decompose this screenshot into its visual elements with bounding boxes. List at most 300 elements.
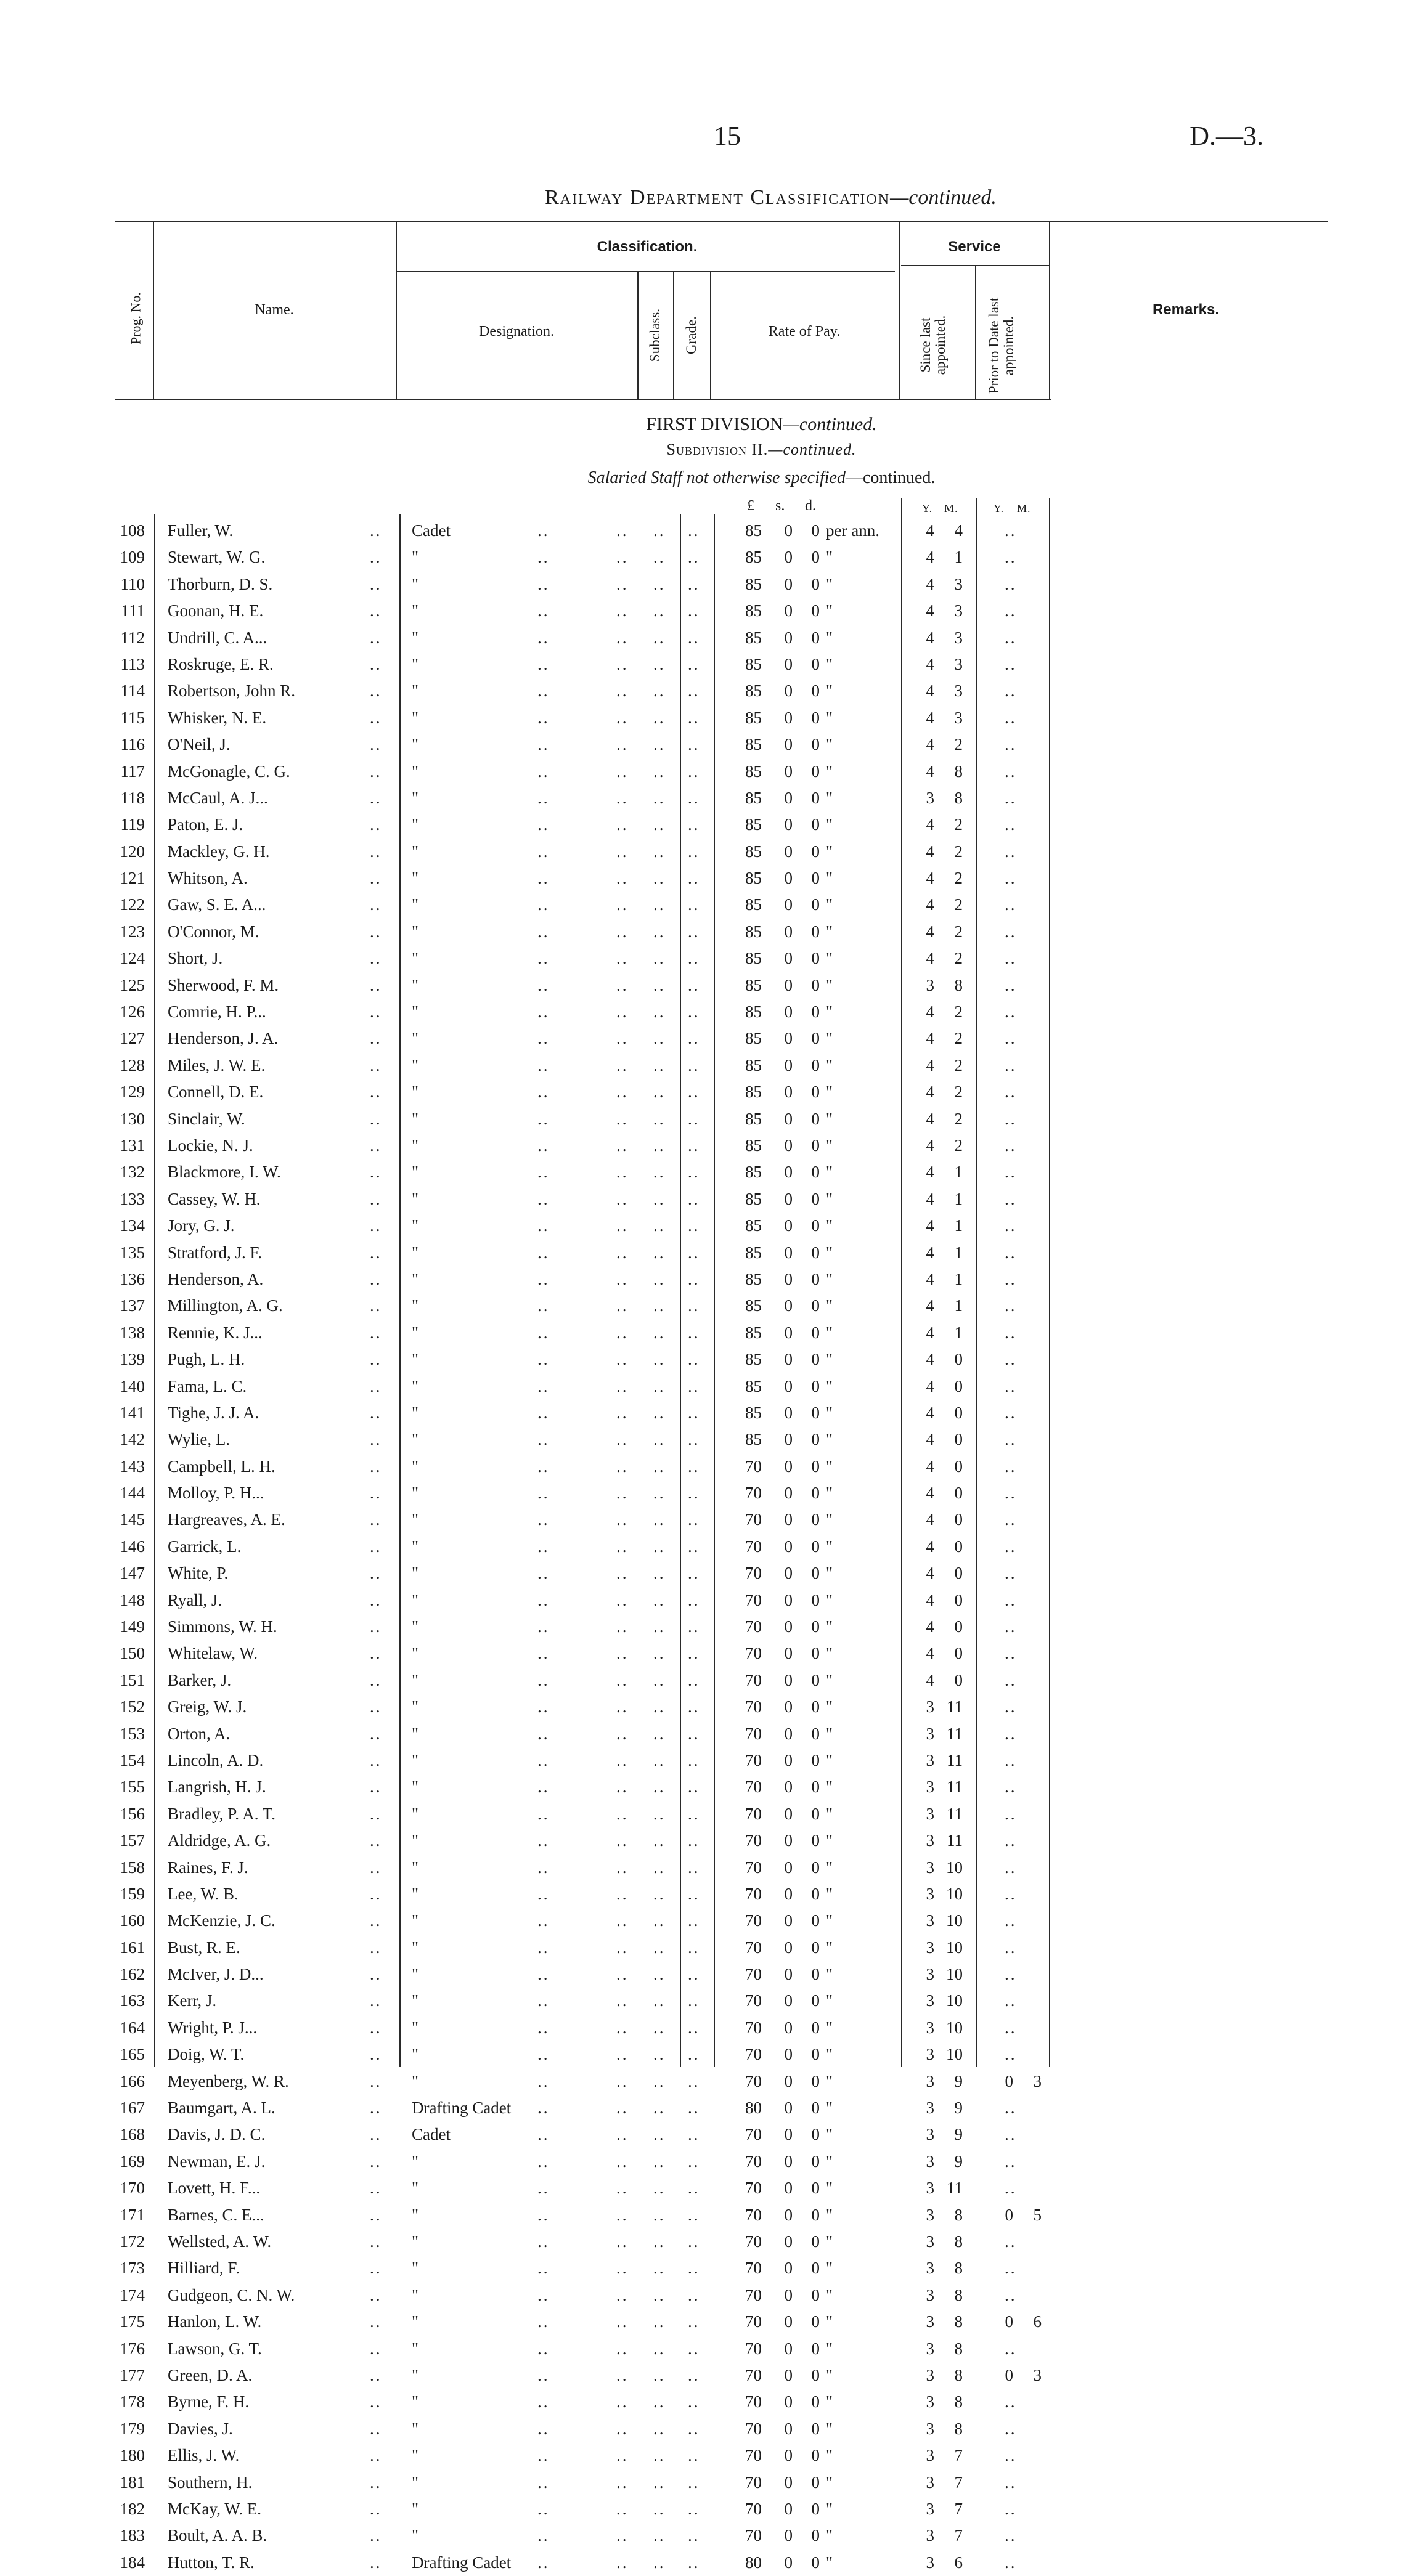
leader-dots: .. — [616, 1457, 629, 1476]
division-title-suffix: —continued. — [783, 414, 877, 434]
leader-dots: .. — [653, 762, 666, 781]
leader-dots: .. — [653, 2339, 666, 2358]
leader-dots: .. — [1005, 1590, 1017, 1609]
name-cell: Millington, A. G. — [168, 1296, 283, 1315]
since-months-cell: 10 — [946, 1884, 963, 1903]
leader-dots: .. — [537, 762, 550, 781]
since-years-cell: 4 — [926, 1189, 934, 1208]
leader-dots: .. — [653, 1484, 666, 1503]
name-cell: Whitelaw, W. — [168, 1644, 258, 1663]
table-row — [0, 2389, 1412, 2415]
leader-dots: .. — [1005, 1109, 1017, 1128]
prog-no-cell: 161 — [120, 1938, 145, 1957]
leader-dots: .. — [616, 1564, 629, 1583]
leader-dots: .. — [537, 628, 550, 647]
leader-dots: .. — [370, 1644, 382, 1663]
since-months-cell: 2 — [954, 815, 963, 834]
leader-dots: .. — [1005, 1724, 1017, 1743]
shillings-cell: 0 — [784, 1564, 793, 1583]
pence-cell: 0 — [811, 1831, 820, 1850]
leader-dots: .. — [688, 1724, 700, 1743]
pounds-cell: 85 — [745, 1136, 762, 1155]
designation-cell: " — [412, 2472, 419, 2492]
leader-dots: .. — [1005, 2125, 1017, 2144]
leader-dots: .. — [688, 895, 700, 914]
prog-no-cell: 184 — [120, 2553, 145, 2572]
per-cell: " — [826, 574, 833, 593]
pounds-cell: 85 — [745, 1109, 762, 1128]
leader-dots: .. — [1005, 1350, 1017, 1369]
designation-cell: " — [412, 2312, 419, 2331]
leader-dots: .. — [616, 1403, 629, 1422]
pence-cell: 0 — [811, 1590, 820, 1609]
leader-dots: .. — [537, 975, 550, 994]
leader-dots: .. — [653, 2446, 666, 2465]
leader-dots: .. — [616, 895, 629, 914]
leader-dots: .. — [688, 548, 700, 567]
pounds-cell: 85 — [745, 1350, 762, 1369]
designation-cell: " — [412, 1430, 419, 1449]
leader-dots: .. — [688, 1911, 700, 1930]
leader-dots: .. — [653, 895, 666, 914]
leader-dots: .. — [653, 1109, 666, 1128]
leader-dots: .. — [1005, 548, 1017, 567]
leader-dots: .. — [616, 1189, 629, 1208]
per-cell: " — [826, 2045, 833, 2064]
leader-dots: .. — [1005, 1938, 1017, 1957]
subdivision-title: Subdivision II. — [666, 441, 769, 458]
table-row — [0, 972, 1412, 999]
designation-cell: " — [412, 869, 419, 888]
page-title-suffix: —continued. — [890, 186, 997, 209]
designation-cell: " — [412, 1670, 419, 1689]
leader-dots: .. — [1005, 1510, 1017, 1529]
leader-dots: .. — [688, 1055, 700, 1075]
prog-no-cell: 143 — [120, 1457, 145, 1476]
leader-dots: .. — [1005, 1163, 1017, 1182]
leader-dots: .. — [537, 2205, 550, 2224]
since-months-cell: 2 — [954, 869, 963, 888]
pence-cell: 0 — [811, 1109, 820, 1128]
leader-dots: .. — [537, 1510, 550, 1529]
leader-dots: .. — [1005, 1644, 1017, 1663]
since-years-cell: 4 — [926, 521, 934, 540]
since-years-cell: 3 — [926, 2472, 934, 2492]
since-months-cell: 7 — [954, 2526, 963, 2545]
prog-no-cell: 137 — [120, 1296, 145, 1315]
since-years-cell: 4 — [926, 1002, 934, 1022]
leader-dots: .. — [537, 1109, 550, 1128]
shillings-cell: 0 — [784, 1724, 793, 1743]
leader-dots: .. — [688, 1938, 700, 1957]
leader-dots: .. — [688, 1644, 700, 1663]
shillings-cell: 0 — [784, 1858, 793, 1877]
table-row — [0, 892, 1412, 918]
leader-dots: .. — [616, 1376, 629, 1396]
since-months-cell: 8 — [954, 2419, 963, 2438]
prior-years-cell: 0 — [1005, 2071, 1013, 2090]
designation-cell: " — [412, 1484, 419, 1503]
leader-dots: .. — [1005, 842, 1017, 861]
designation-cell: " — [412, 2232, 419, 2251]
leader-dots: .. — [616, 628, 629, 647]
prog-no-cell: 138 — [120, 1323, 145, 1342]
since-years-cell: 4 — [926, 681, 934, 701]
since-years-cell: 3 — [926, 2553, 934, 2572]
leader-dots: .. — [616, 1430, 629, 1449]
since-months-cell: 2 — [954, 1002, 963, 1022]
leader-dots: .. — [370, 762, 382, 781]
designation-cell: " — [412, 895, 419, 914]
designation-cell: " — [412, 1109, 419, 1128]
since-months-cell: 0 — [954, 1617, 963, 1636]
prior-months-cell: 3 — [1033, 2365, 1042, 2384]
shillings-cell: 0 — [784, 548, 793, 567]
leader-dots: .. — [370, 2285, 382, 2304]
since-years-cell: 3 — [926, 1911, 934, 1930]
prior-months-cell: 3 — [1033, 2071, 1042, 2090]
leader-dots: .. — [653, 1670, 666, 1689]
prog-no-cell: 117 — [120, 762, 145, 781]
since-months-cell: 10 — [946, 1965, 963, 1984]
pence-cell: 0 — [811, 1484, 820, 1503]
leader-dots: .. — [1005, 2232, 1017, 2251]
prog-no-cell: 119 — [120, 815, 145, 834]
prog-no-cell: 118 — [120, 788, 145, 807]
pounds-cell: 85 — [745, 895, 762, 914]
leader-dots: .. — [688, 2125, 700, 2144]
leader-dots: .. — [653, 1724, 666, 1743]
leader-dots: .. — [1005, 1991, 1017, 2010]
column-header-subclass: Subclass. — [647, 308, 663, 362]
pounds-cell: 70 — [745, 1644, 762, 1663]
designation-cell: " — [412, 2339, 419, 2358]
leader-dots: .. — [370, 654, 382, 673]
pounds-cell: 85 — [745, 1430, 762, 1449]
leader-dots: .. — [653, 2526, 666, 2545]
pounds-cell: 80 — [745, 2553, 762, 2572]
pence-cell: 0 — [811, 1002, 820, 1022]
per-cell: " — [826, 1083, 833, 1102]
since-months-cell: 11 — [947, 1750, 963, 1769]
shillings-cell: 0 — [784, 1911, 793, 1930]
leader-dots: .. — [616, 1537, 629, 1556]
leader-dots: .. — [616, 1858, 629, 1877]
since-months-cell: 7 — [954, 2446, 963, 2465]
leader-dots: .. — [370, 601, 382, 620]
shillings-cell: 0 — [784, 1216, 793, 1235]
leader-dots: .. — [1005, 2419, 1017, 2438]
name-cell: Jory, G. J. — [168, 1216, 235, 1235]
pence-cell: 0 — [811, 2071, 820, 2090]
since-months-cell: 11 — [947, 1724, 963, 1743]
leader-dots: .. — [688, 1965, 700, 1984]
leader-dots: .. — [370, 2419, 382, 2438]
shillings-cell: 0 — [784, 1670, 793, 1689]
document-reference: D.—3. — [1190, 121, 1263, 151]
per-cell: " — [826, 1323, 833, 1342]
prog-no-cell: 132 — [120, 1163, 145, 1182]
leader-dots: .. — [537, 1750, 550, 1769]
leader-dots: .. — [370, 574, 382, 593]
since-years-cell: 3 — [926, 2179, 934, 2198]
prog-no-cell: 182 — [120, 2499, 145, 2518]
pence-cell: 0 — [811, 2499, 820, 2518]
pounds-cell: 85 — [745, 1376, 762, 1396]
leader-dots: .. — [370, 949, 382, 968]
per-cell: " — [826, 1376, 833, 1396]
leader-dots: .. — [653, 2071, 666, 2090]
pence-cell: 0 — [811, 2151, 820, 2171]
shillings-cell: 0 — [784, 2018, 793, 2037]
designation-cell: " — [412, 2259, 419, 2278]
since-years-cell: 4 — [926, 1564, 934, 1583]
pence-cell: 0 — [811, 2472, 820, 2492]
per-cell: " — [826, 2526, 833, 2545]
leader-dots: .. — [616, 1269, 629, 1288]
name-cell: O'Neil, J. — [168, 735, 231, 754]
leader-dots: .. — [370, 521, 382, 540]
leader-dots: .. — [616, 1163, 629, 1182]
table-row — [0, 1453, 1412, 1480]
per-cell: " — [826, 681, 833, 701]
leader-dots: .. — [688, 1403, 700, 1422]
name-cell: Kerr, J. — [168, 1991, 217, 2010]
since-years-cell: 3 — [926, 2339, 934, 2358]
leader-dots: .. — [688, 1564, 700, 1583]
column-header-prior-to-date: Prior to Date last appointed. — [986, 297, 1017, 394]
pence-cell: 0 — [811, 1055, 820, 1075]
leader-dots: .. — [688, 735, 700, 754]
leader-dots: .. — [616, 601, 629, 620]
shillings-cell: 0 — [784, 2285, 793, 2304]
pounds-cell: 70 — [745, 1484, 762, 1503]
leader-dots: .. — [616, 1055, 629, 1075]
prog-no-cell: 183 — [120, 2526, 145, 2545]
leader-dots: .. — [653, 1697, 666, 1717]
shillings-cell: 0 — [784, 1644, 793, 1663]
shillings-cell: 0 — [784, 1029, 793, 1048]
leader-dots: .. — [1005, 601, 1017, 620]
leader-dots: .. — [537, 681, 550, 701]
name-cell: Whitson, A. — [168, 869, 248, 888]
since-months-cell: 2 — [954, 1136, 963, 1155]
shillings-cell: 0 — [784, 1055, 793, 1075]
leader-dots: .. — [537, 1884, 550, 1903]
per-cell: " — [826, 2125, 833, 2144]
table-row — [0, 2336, 1412, 2362]
leader-dots: .. — [688, 1136, 700, 1155]
shillings-cell: 0 — [784, 1189, 793, 1208]
pounds-cell: 85 — [745, 1002, 762, 1022]
leader-dots: .. — [537, 1965, 550, 1984]
leader-dots: .. — [653, 1296, 666, 1315]
shillings-cell: 0 — [784, 1269, 793, 1288]
name-cell: McKay, W. E. — [168, 2499, 261, 2518]
designation-cell: " — [412, 1136, 419, 1155]
leader-dots: .. — [1005, 1457, 1017, 1476]
name-cell: Bust, R. E. — [168, 1938, 240, 1957]
pence-cell: 0 — [811, 1136, 820, 1155]
since-years-cell: 3 — [926, 2045, 934, 2064]
name-cell: McCaul, A. J... — [168, 788, 268, 807]
prog-no-cell: 175 — [120, 2312, 145, 2331]
leader-dots: .. — [370, 1430, 382, 1449]
leader-dots: .. — [537, 842, 550, 861]
pounds-cell: 70 — [745, 2045, 762, 2064]
leader-dots: .. — [1005, 1778, 1017, 1797]
since-years-cell: 3 — [926, 1858, 934, 1877]
leader-dots: .. — [537, 654, 550, 673]
table-row — [0, 2255, 1412, 2281]
leader-dots: .. — [653, 2179, 666, 2198]
leader-dots: .. — [616, 1350, 629, 1369]
since-months-cell: 11 — [947, 2179, 963, 2198]
leader-dots: .. — [370, 869, 382, 888]
leader-dots: .. — [370, 2472, 382, 2492]
shillings-cell: 0 — [784, 1590, 793, 1609]
designation-cell: " — [412, 1697, 419, 1717]
leader-dots: .. — [1005, 2392, 1017, 2411]
since-years-cell: 4 — [926, 869, 934, 888]
pounds-cell: 70 — [745, 1858, 762, 1877]
name-cell: Henderson, A. — [168, 1269, 264, 1288]
prog-no-cell: 142 — [120, 1430, 145, 1449]
pence-cell: 0 — [811, 1269, 820, 1288]
table-row — [0, 811, 1412, 838]
since-months-cell: 1 — [954, 1243, 963, 1262]
since-years-cell: 4 — [926, 1109, 934, 1128]
leader-dots: .. — [653, 1243, 666, 1262]
leader-dots: .. — [1005, 922, 1017, 941]
name-cell: Raines, F. J. — [168, 1858, 248, 1877]
leader-dots: .. — [688, 2339, 700, 2358]
designation-cell: " — [412, 2285, 419, 2304]
per-cell: " — [826, 1350, 833, 1369]
leader-dots: .. — [653, 1938, 666, 1957]
leader-dots: .. — [653, 2365, 666, 2384]
designation-cell: " — [412, 1083, 419, 1102]
since-years-cell: 3 — [926, 2499, 934, 2518]
leader-dots: .. — [688, 708, 700, 727]
since-months-cell: 3 — [954, 654, 963, 673]
name-cell: Meyenberg, W. R. — [168, 2071, 289, 2090]
per-cell: " — [826, 1858, 833, 1877]
per-cell: " — [826, 2392, 833, 2411]
since-years-cell: 3 — [926, 2099, 934, 2118]
leader-dots: .. — [370, 1216, 382, 1235]
designation-cell: " — [412, 1804, 419, 1823]
since-years-cell: 3 — [926, 2365, 934, 2384]
pence-cell: 0 — [811, 1243, 820, 1262]
leader-dots: .. — [537, 2446, 550, 2465]
table-row — [0, 839, 1412, 865]
leader-dots: .. — [370, 1590, 382, 1609]
leader-dots: .. — [370, 1965, 382, 1984]
per-cell: " — [826, 815, 833, 834]
pence-cell: 0 — [811, 762, 820, 781]
leader-dots: .. — [370, 1697, 382, 1717]
leader-dots: .. — [653, 654, 666, 673]
leader-dots: .. — [537, 1216, 550, 1235]
shillings-cell: 0 — [784, 2472, 793, 2492]
table-row — [0, 1774, 1412, 1800]
name-cell: Blackmore, I. W. — [168, 1163, 281, 1182]
name-cell: Gaw, S. E. A... — [168, 895, 266, 914]
leader-dots: .. — [1005, 735, 1017, 754]
shillings-cell: 0 — [784, 521, 793, 540]
leader-dots: .. — [688, 842, 700, 861]
pence-cell: 0 — [811, 1029, 820, 1048]
shillings-cell: 0 — [784, 1083, 793, 1102]
leader-dots: .. — [1005, 1911, 1017, 1930]
table-row — [0, 1293, 1412, 1319]
designation-cell: " — [412, 2365, 419, 2384]
unit-prior-years: Y. — [994, 502, 1005, 514]
leader-dots: .. — [653, 2285, 666, 2304]
prog-no-cell: 140 — [120, 1376, 145, 1396]
leader-dots: .. — [688, 788, 700, 807]
leader-dots: .. — [653, 1323, 666, 1342]
pence-cell: 0 — [811, 548, 820, 567]
prog-no-cell: 108 — [120, 521, 145, 540]
prog-no-cell: 174 — [120, 2285, 145, 2304]
prog-no-cell: 125 — [120, 975, 145, 994]
leader-dots: .. — [1005, 869, 1017, 888]
since-months-cell: 1 — [954, 1189, 963, 1208]
pence-cell: 0 — [811, 2365, 820, 2384]
prog-no-cell: 116 — [120, 735, 145, 754]
leader-dots: .. — [537, 1617, 550, 1636]
leader-dots: .. — [537, 1938, 550, 1957]
shillings-cell: 0 — [784, 2232, 793, 2251]
designation-cell: " — [412, 922, 419, 941]
leader-dots: .. — [688, 2151, 700, 2171]
name-cell: Henderson, J. A. — [168, 1029, 279, 1048]
pounds-cell: 70 — [745, 1991, 762, 2010]
pounds-cell: 85 — [745, 762, 762, 781]
leader-dots: .. — [688, 1484, 700, 1503]
col-divider-desig — [637, 272, 639, 400]
designation-cell: Cadet — [412, 521, 451, 540]
leader-dots: .. — [688, 2365, 700, 2384]
leader-dots: .. — [653, 1136, 666, 1155]
prog-no-cell: 128 — [120, 1055, 145, 1075]
leader-dots: .. — [653, 1055, 666, 1075]
leader-dots: .. — [616, 2553, 629, 2572]
leader-dots: .. — [537, 2259, 550, 2278]
unit-shillings: s. — [775, 498, 785, 514]
per-cell: " — [826, 2472, 833, 2492]
shillings-cell: 0 — [784, 1002, 793, 1022]
shillings-cell: 0 — [784, 1109, 793, 1128]
name-cell: Stratford, J. F. — [168, 1243, 263, 1262]
name-cell: Barnes, C. E... — [168, 2205, 264, 2224]
leader-dots: .. — [616, 1965, 629, 1984]
pence-cell: 0 — [811, 521, 820, 540]
since-years-cell: 3 — [926, 2151, 934, 2171]
prog-no-cell: 171 — [120, 2205, 145, 2224]
per-cell: " — [826, 842, 833, 861]
subdivision-heading — [0, 441, 1412, 459]
since-months-cell: 8 — [954, 788, 963, 807]
pence-cell: 0 — [811, 654, 820, 673]
since-years-cell: 4 — [926, 628, 934, 647]
per-cell: " — [826, 975, 833, 994]
pence-cell: 0 — [811, 2392, 820, 2411]
column-header-since-last-appointed: Since last appointed. — [918, 315, 949, 375]
table-row — [0, 2015, 1412, 2041]
